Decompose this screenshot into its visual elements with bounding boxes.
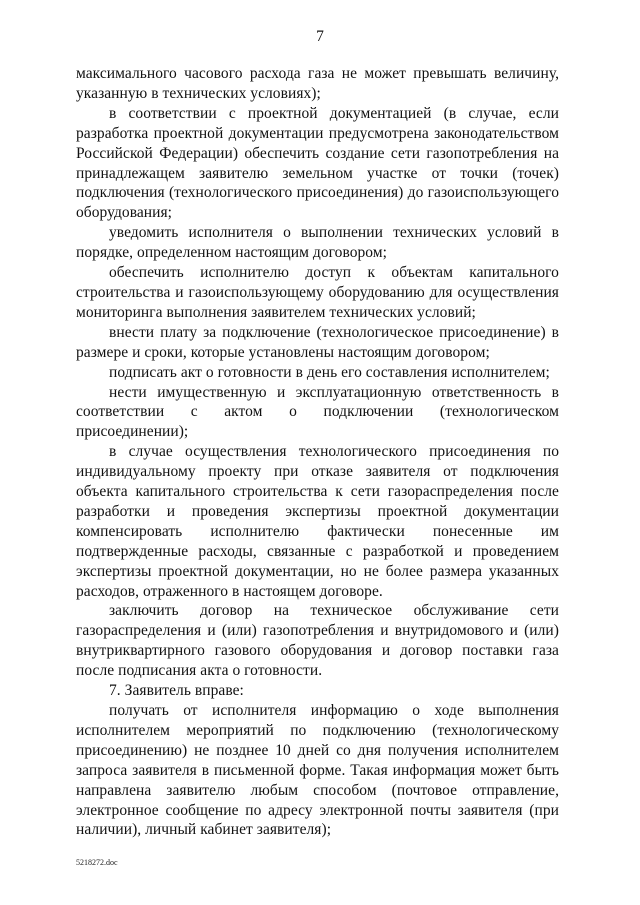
document-body [76, 64, 559, 840]
paragraph-bear-responsibility: нести имущественную и эксплуатационную ответственность в соответствии с актом о подключении (технологическом присоединении); [76, 383, 559, 441]
paragraph-conclude-contract: заключить договор на техническое обслуживание сети газораспределения и (или) газопотребления и внутридомового и (или) внутриквартирного газового оборудования и договор поставки газа после подписания акта о готовности. [76, 602, 559, 680]
section-heading-applicant-rights: 7. Заявитель вправе: [109, 682, 244, 700]
paragraph-receive-information: получать от исполнителя информацию о ходе выполнения исполнителем мероприятий по подключению (технологическому присоединению) не позднее 10 дней со дня получения исполнителем запроса заявителя в письменной форме. Такая информация может быть направлена заявителю любым способом (почтовое отправление, электронное сообщение по адресу электронной почты заявителя (при наличии), личный кабинет заявителя); [76, 702, 559, 839]
paragraph-pay-fee: внести плату за подключение (технологическое присоединение) в размере и сроки, которые установлены настоящим договором; [76, 323, 559, 361]
footer-file-name: 5218272.doc [76, 858, 118, 867]
paragraph-provide-access: обеспечить исполнителю доступ к объектам капитального строительства и газоиспользующему оборудованию для осуществления мониторинга выполнения заявителем технических условий; [76, 264, 559, 321]
paragraph-gas-consumption-limit: максимального часового расхода газа не может превышать величину, указанную в технических условиях); [76, 65, 559, 102]
paragraph-notify-executor: уведомить исполнителя о выполнении технических условий в порядке, определенном настоящим договором; [76, 224, 559, 262]
paragraph-create-gas-network: в соответствии с проектной документацией (в случае, если разработка проектной документации предусмотрена законодательством Российской Федерации) обеспечить создание сети газопотребления на принадлежащем заявителю земельном участке от точки (точек) подключения (технологического присоединения) до газоиспользующего оборудования; [76, 104, 559, 222]
paragraph-compensate-expenses: в случае осуществления технологического присоединения по индивидуальному проекту при отказе заявителя от подключения объекта капитального строительства к сети газораспределения после разработки и проведения экспертизы проектной документации компенсировать исполнителю фактически понесенные им подтвержденные расходы, связанные с разработкой и проведением экспертизы проектной документации, но не более размера указанных расходов, отраженного в настоящем договоре. [76, 443, 559, 600]
page-number: 7 [316, 28, 324, 45]
paragraph-sign-act: подписать акт о готовности в день его составления исполнителем; [109, 363, 550, 381]
